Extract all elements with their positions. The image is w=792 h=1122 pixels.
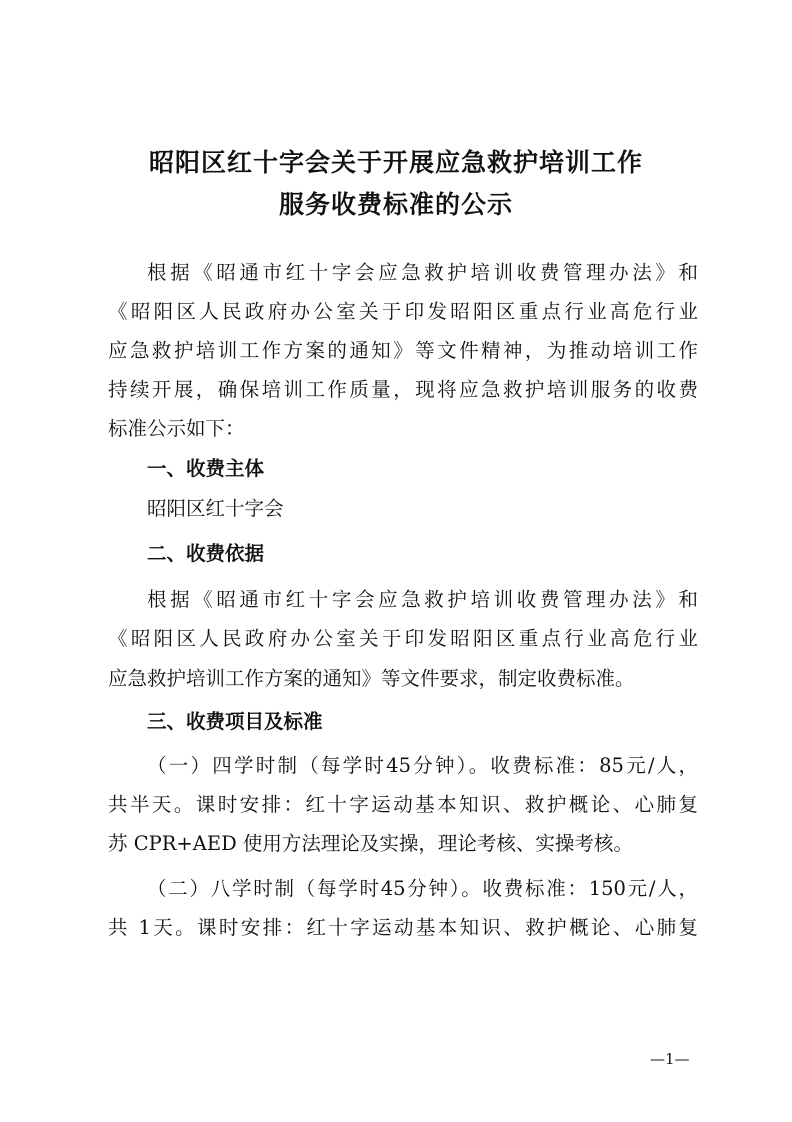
section-2-line-1: 根据《昭通市红十字会应急救护培训收费管理办法》和 — [147, 588, 698, 611]
item-2-line-1: （二）八学时制（每学时45分钟）。收费标准：150元/人， — [147, 877, 698, 900]
section-1-body: 昭阳区红十字会 — [147, 497, 284, 520]
document-title-line-2: 服务收费标准的公示 — [278, 190, 513, 219]
intro-line-5: 标准公示如下： — [108, 417, 245, 440]
intro-line-1: 根据《昭通市红十字会应急救护培训收费管理办法》和 — [147, 261, 698, 284]
section-3-heading: 三、收费项目及标准 — [147, 710, 323, 733]
document-title-line-1: 昭阳区红十字会关于开展应急救护培训工作 — [148, 148, 643, 177]
intro-line-4: 持续开展，确保培训工作质量，现将应急救护培训服务的收费 — [108, 378, 698, 401]
item-1-line-1: （一）四学时制（每学时45分钟）。收费标准：85元/人， — [147, 754, 698, 777]
section-2-line-3: 应急救护培训工作方案的通知》等文件要求，制定收费标准。 — [108, 667, 635, 690]
page-number: —1— — [650, 1050, 690, 1068]
item-2-line-2: 共 1天。课时安排：红十字运动基本知识、救护概论、心肺复 — [108, 916, 698, 939]
intro-line-2: 《昭阳区人民政府办公室关于印发昭阳区重点行业高危行业 — [108, 300, 698, 323]
section-1-heading: 一、收费主体 — [147, 457, 265, 480]
item-1-line-2: 共半天。课时安排：红十字运动基本知识、救护概论、心肺复 — [108, 793, 698, 816]
section-2-heading: 二、收费依据 — [147, 542, 265, 565]
intro-line-3: 应急救护培训工作方案的通知》等文件精神，为推动培训工作 — [108, 339, 698, 362]
item-1-line-3: 苏 CPR+AED 使用方法理论及实操，理论考核、实操考核。 — [108, 832, 633, 855]
section-2-line-2: 《昭阳区人民政府办公室关于印发昭阳区重点行业高危行业 — [108, 627, 698, 650]
